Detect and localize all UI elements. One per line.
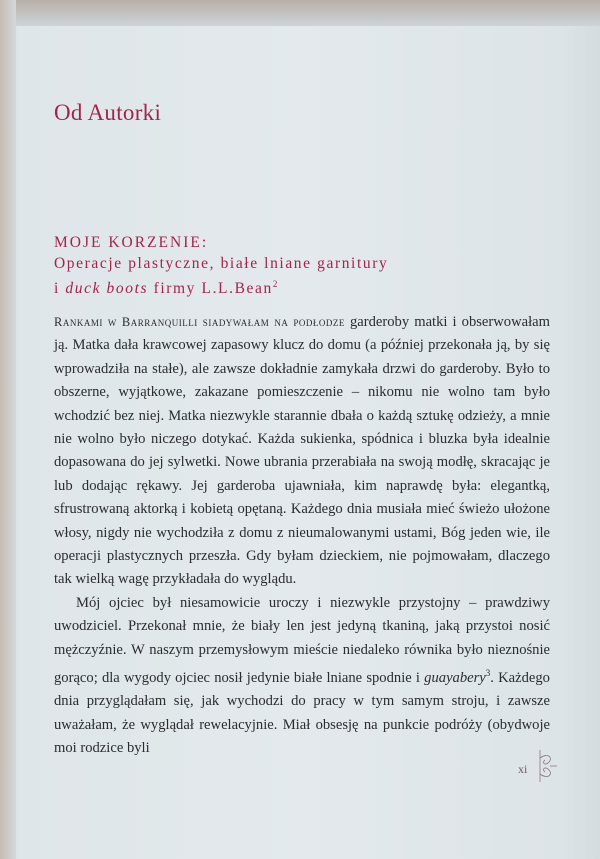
- footnote-ref: 2: [272, 279, 279, 289]
- paragraph-2-italic: guayabery: [424, 669, 486, 686]
- paragraph-1-text: garderoby matki i obserwowałam ją. Matka dała krawcowej zapasowy klucz do domu (a później przekonała ją, by się wprowadziła na stałe), ale zawsze dokładnie zamykała drzwi do garderoby. Było to obszerne, wyjątkowe, zakazane pomieszczenie – nikomu nie wolno tam było wchodzić bez niej. Matka niezwykle starannie dbała o każdą sztukę odzieży, a mnie nie wolno było niczego dotykać. Każda sukienka, spódnica i bluzka była idealnie dopasowana do jej sylwetki. Nowe ubrania przerabiała na swoją modłę, skracając je lub dodając rękawy. Jej garderoba ujawniała, kim naprawdę była: elegantką, sfrustrowaną aktorką i kobietą opętaną. Każdego dnia musiała mieć świeżo ułożone włosy, nigdy nie wychodziła z domu z nieumalowanymi ustami, Bóg jeden wie, ile operacji plastycznych przeszła. Gdy byłam dzieckiem, nie pojmowałam, dlaczego tak wielką wagę przykładała do wyglądu.: [54, 314, 550, 588]
- page-top-edge: [0, 0, 600, 26]
- paragraph-2: [54, 592, 550, 761]
- section-heading: [54, 232, 388, 299]
- ornament-icon: [536, 748, 558, 784]
- paragraph-lead-in: Rankami w Barranquilli siadywałam na podłodze: [54, 315, 345, 329]
- section-title: MOJE KORZENIE:: [54, 234, 209, 251]
- section-subtitle-line1: Operacje plastyczne, białe lniane garnitury: [54, 255, 389, 272]
- subtitle-italic: duck boots: [65, 280, 149, 298]
- page-gutter: [0, 0, 16, 859]
- chapter-title: Od Autorki: [54, 100, 162, 125]
- subtitle-prefix: i: [54, 280, 66, 298]
- page-number: xi: [518, 762, 528, 776]
- body-text: [54, 311, 550, 761]
- paragraph-2-text-after: . Każdego dnia przyglądałam się, jak wychodzi do pracy w tym samym stroju, i zawsze uważałam, że wyglądał rewelacyjnie. Miał obsesję na punkcie podróży (obydwoje moi rodzice byli: [54, 669, 550, 757]
- footnote-ref: 3: [485, 668, 491, 679]
- paragraph-1: [54, 311, 550, 592]
- subtitle-suffix: firmy L.L.Bean: [148, 280, 273, 298]
- paragraph-2-text-before: Mój ojciec był niesamowicie uroczy i niezwykle przystojny – prawdziwy uwodziciel. Przekonał mnie, że biały len jest jedyną tkaniną, jaką przystoi nosić mężczyźnie. W naszym przemysłowym mieście niedaleko równika było nieznośnie gorąco; dla wygody ojciec nosił jedynie białe lniane spodnie i: [54, 594, 550, 686]
- section-subtitle-line2: [54, 274, 388, 299]
